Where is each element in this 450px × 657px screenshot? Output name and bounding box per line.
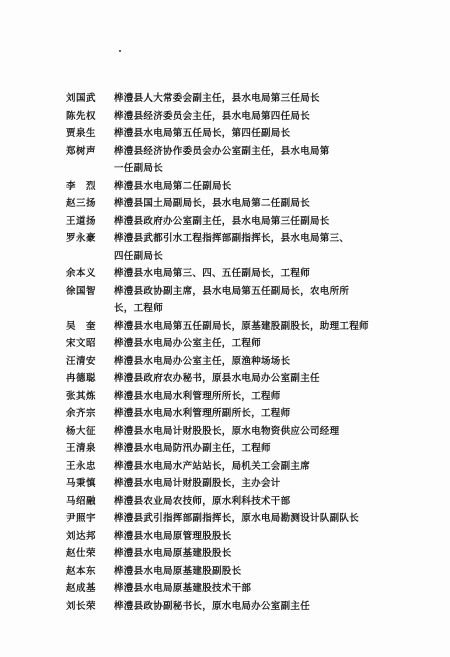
- roster-entry: [66, 545, 386, 563]
- description-line: 桦澧县水电局水利管理所所长，工程师: [114, 390, 281, 402]
- roster-entry: [66, 125, 386, 143]
- person-name: 马秉慎: [66, 478, 97, 489]
- position-description: [114, 580, 386, 598]
- position-description: [114, 370, 386, 388]
- description-line: 桦澧县人大常委会副主任，县水电局第三任局长: [114, 93, 320, 104]
- roster-entry: [66, 195, 386, 213]
- person-name: 张其炼: [66, 390, 97, 402]
- person-name: 李 烈: [66, 180, 97, 192]
- person-name: 郑树声: [66, 145, 97, 157]
- roster-entry: [66, 230, 386, 265]
- personnel-roster: [66, 90, 386, 615]
- roster-entry: [66, 440, 386, 458]
- person-name: 杨大征: [66, 425, 97, 437]
- person-name: 余本义: [66, 268, 97, 279]
- description-line: 桦澧县武都引水工程指挥部副指挥长，县水电局第三、: [114, 233, 350, 244]
- position-description: [114, 335, 386, 353]
- person-name: 王永忠: [66, 460, 97, 472]
- description-line: 桦澧县水电局水产站站长，局机关工会副主席: [114, 460, 311, 472]
- person-name: 刘达邦: [66, 530, 97, 542]
- person-name: 尹照宇: [66, 513, 97, 524]
- roster-entry: [66, 580, 386, 598]
- person-name: 赵本东: [66, 565, 97, 577]
- roster-entry: [66, 493, 386, 511]
- person-name: 赵仕荣: [66, 548, 97, 559]
- position-description: [114, 143, 386, 178]
- position-description: [114, 90, 386, 108]
- position-description: [114, 493, 386, 511]
- description-line: 一任副局长: [114, 163, 164, 174]
- roster-entry: [66, 335, 386, 353]
- position-description: [114, 598, 386, 616]
- roster-entry: [66, 563, 386, 581]
- description-line: 桦澧县水电局防汛办副主任，工程师: [114, 443, 271, 454]
- position-description: [114, 195, 386, 213]
- description-line: 桦澧县水电局原基建股股长: [114, 548, 232, 559]
- description-line: 桦澧县水电局第五任局长，第四任副局长: [114, 128, 291, 139]
- description-line: 四任副局长: [114, 250, 164, 262]
- roster-entry: [66, 388, 386, 406]
- roster-entry: [66, 265, 386, 283]
- position-description: [114, 283, 386, 318]
- position-description: [114, 545, 386, 563]
- description-line: 桦澧县政府农办秘书，原县水电局办公室副主任: [114, 373, 320, 384]
- position-description: [114, 388, 386, 406]
- roster-entry: [66, 423, 386, 441]
- roster-entry: [66, 370, 386, 388]
- position-description: [114, 440, 386, 458]
- description-line: 桦澧县农业局农技师，原水利科技术干部: [114, 495, 291, 507]
- description-line: 桦澧县水电局水利管理所副所长，工程师: [114, 408, 291, 419]
- person-name: 罗永豪: [66, 233, 97, 244]
- description-line: 桦澧县武引指挥部副指挥长，原水电局勘测设计队副队长: [114, 513, 360, 524]
- person-name: 王道扬: [66, 215, 97, 227]
- description-line: 桦澧县水电局第五任副局长，原基建股副股长，助理工程师: [114, 320, 369, 332]
- position-description: [114, 423, 386, 441]
- description-line: 桦澧县水电局原管理股股长: [114, 530, 232, 542]
- person-name: 马绍融: [66, 495, 97, 507]
- description-line: 桦澧县政协副主席，县水电局第五任副局长，农电所所: [114, 285, 350, 297]
- position-description: [114, 563, 386, 581]
- description-line: 桦澧县水电局原基建股技术干部: [114, 583, 252, 594]
- person-name: 刘国武: [66, 93, 97, 104]
- person-name: 宋文昭: [66, 338, 97, 349]
- person-name: 刘长荣: [66, 600, 97, 612]
- person-name: 贾泉生: [66, 128, 97, 139]
- position-description: [114, 510, 386, 528]
- roster-entry: [66, 178, 386, 196]
- description-line: 桦澧县经济委员会主任，县水电局第四任局长: [114, 110, 311, 122]
- description-line: 桦澧县国土局副局长，县水电局第二任副局长: [114, 198, 311, 209]
- person-name: 余齐宗: [66, 408, 97, 419]
- position-description: [114, 178, 386, 196]
- roster-entry: [66, 598, 386, 616]
- description-line: 桦澧县水电局办公室主任，工程师: [114, 338, 262, 349]
- person-name: 汪清安: [66, 355, 97, 367]
- roster-entry: [66, 283, 386, 318]
- description-line: 桦澧县水电局原基建股副股长: [114, 565, 242, 577]
- person-name: 赵成基: [66, 583, 97, 594]
- roster-entry: [66, 458, 386, 476]
- person-name: 陈先权: [66, 110, 97, 122]
- person-name: 徐国智: [66, 285, 97, 297]
- roster-entry: [66, 510, 386, 528]
- description-line: 长，工程师: [114, 303, 164, 314]
- position-description: [114, 108, 386, 126]
- position-description: [114, 265, 386, 283]
- position-description: [114, 353, 386, 371]
- roster-entry: [66, 213, 386, 231]
- roster-entry: [66, 143, 386, 178]
- roster-entry: [66, 108, 386, 126]
- roster-entry: [66, 475, 386, 493]
- person-name: 王清泉: [66, 443, 97, 454]
- description-line: 桦澧县水电局第三、四、五任副局长，工程师: [114, 268, 311, 279]
- description-line: 桦澧县水电局计财股副股长，主办会计: [114, 478, 281, 489]
- position-description: [114, 458, 386, 476]
- position-description: [114, 528, 386, 546]
- roster-entry: [66, 90, 386, 108]
- description-line: 桦澧县水电局计财股股长，原水电物资供应公司经理: [114, 425, 340, 437]
- position-description: [114, 405, 386, 423]
- position-description: [114, 213, 386, 231]
- person-name: 冉德聪: [66, 373, 97, 384]
- roster-entry: [66, 318, 386, 336]
- person-name: 吴 奎: [66, 320, 97, 332]
- position-description: [114, 230, 386, 265]
- description-line: 桦澧县政府办公室副主任，县水电局第三任副局长: [114, 215, 330, 227]
- roster-entry: [66, 405, 386, 423]
- description-line: 桦澧县水电局办公室主任，原渔种场场长: [114, 355, 291, 367]
- scan-speck: [119, 50, 121, 52]
- position-description: [114, 475, 386, 493]
- roster-entry: [66, 353, 386, 371]
- position-description: [114, 125, 386, 143]
- roster-entry: [66, 528, 386, 546]
- description-line: 桦澧县水电局第二任副局长: [114, 180, 232, 192]
- person-name: 赵三扬: [66, 198, 97, 209]
- description-line: 桦澧县经济协作委员会办公室副主任，县水电局第: [114, 145, 330, 157]
- position-description: [114, 318, 386, 336]
- description-line: 桦澧县政协副秘书长，原水电局办公室副主任: [114, 600, 311, 612]
